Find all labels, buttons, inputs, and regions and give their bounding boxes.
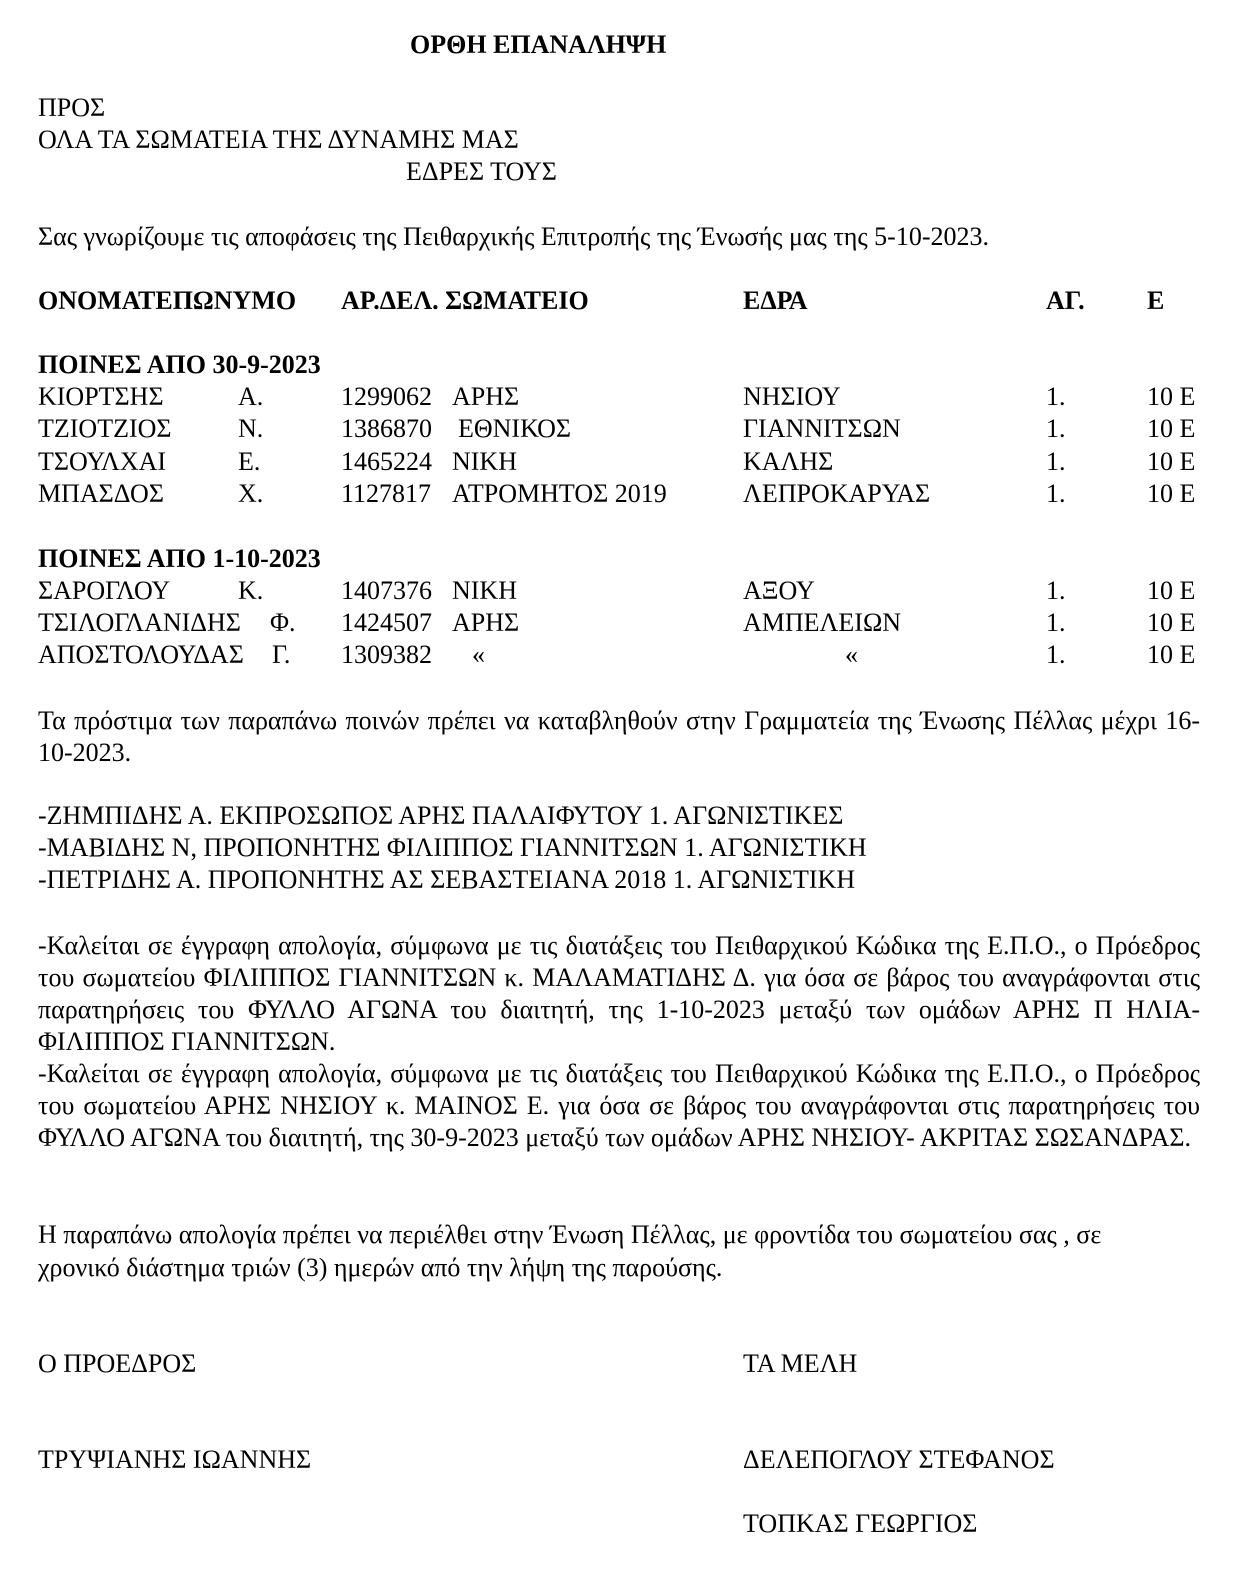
header-seat: ΕΔΡΑ	[743, 286, 808, 315]
row-card: 1465224	[341, 447, 432, 476]
row-club: ΑΡΗΣ	[452, 608, 520, 637]
official-line: -ΠΕΤΡΙΔΗΣ Α. ΠΡΟΠΟΝΗΤΗΣ ΑΣ ΣΕΒΑΣΤΕΙΑΝΑ 2018 1. ΑΓΩΝΙΣΤΙΚΗ	[38, 865, 856, 894]
row-surname: ΣΑΡΟΓΛΟΥ	[38, 576, 171, 605]
row-fine: 10 Ε	[1147, 479, 1196, 508]
recipient-line-2: ΟΛΑ ΤΑ ΣΩΜΑΤΕΙΑ ΤΗΣ ΔΥΝΑΜΗΣ ΜΑΣ	[38, 125, 519, 154]
row-games: 1.	[1046, 382, 1066, 411]
deadline-line-2: χρονικό διάστημα τριών (3) ημερών από την λήψη της παρούσης.	[38, 1253, 723, 1282]
row-card: 1407376	[341, 576, 432, 605]
row-surname: ΜΠΑΣΔΟΣ	[38, 479, 164, 508]
section-heading: ΠΟΙΝΕΣ ΑΠΟ 1-10-2023	[38, 544, 321, 573]
row-seat: ΛΕΠΡΟΚΑΡΥΑΣ	[743, 479, 931, 508]
row-seat: ΓΙΑΝΝΙΤΣΩΝ	[743, 414, 901, 443]
header-fine: Ε	[1147, 286, 1165, 315]
row-fine: 10 Ε	[1147, 447, 1196, 476]
president-label: Ο ΠΡΟΕΔΡΟΣ	[38, 1349, 197, 1378]
official-line: -ΖΗΜΠΙΔΗΣ Α. ΕΚΠΡΟΣΩΠΟΣ ΑΡΗΣ ΠΑΛΑΙΦΥΤΟΥ 1. ΑΓΩΝΙΣΤΙΚΕΣ	[38, 801, 844, 830]
row-seat: «	[845, 640, 858, 669]
deadline-line-1: Η παραπάνω απολογία πρέπει να περιέλθει στην Ένωση Πέλλας, με φροντίδα του σωματείου σας , σε	[38, 1220, 1102, 1249]
intro-text: Σας γνωρίζουμε τις αποφάσεις της Πειθαρχικής Επιτροπής της Ένωσής μας της 5-10-2023.	[38, 222, 989, 251]
row-surname: ΑΠΟΣΤΟΛΟΥΔΑΣ	[38, 640, 244, 669]
member-name: ΔΕΛΕΠΟΓΛΟΥ ΣΤΕΦΑΝΟΣ	[743, 1445, 1055, 1474]
section-heading: ΠΟΙΝΕΣ ΑΠΟ 30-9-2023	[38, 350, 321, 379]
row-fine: 10 Ε	[1147, 608, 1196, 637]
row-surname: ΤΣΙΛΟΓΛΑΝΙΔΗΣ	[38, 608, 241, 637]
row-seat: ΝΗΣΙΟΥ	[743, 382, 841, 411]
row-fine: 10 Ε	[1147, 640, 1196, 669]
row-initial: Φ.	[270, 608, 296, 637]
row-initial: Α.	[238, 382, 264, 411]
row-card: 1127817	[341, 479, 432, 508]
member-name: ΤΟΠΚΑΣ ΓΕΩΡΓΙΟΣ	[743, 1509, 978, 1538]
row-games: 1.	[1046, 608, 1066, 637]
row-surname: ΤΣΟΥΛΧΑΙ	[38, 447, 167, 476]
row-fine: 10 Ε	[1147, 382, 1196, 411]
row-games: 1.	[1046, 640, 1066, 669]
recipient-line-1: ΠΡΟΣ	[38, 93, 106, 122]
row-fine: 10 Ε	[1147, 414, 1196, 443]
row-initial: Ν.	[238, 414, 264, 443]
row-initial: Χ.	[238, 479, 264, 508]
row-club: ΑΡΗΣ	[452, 382, 520, 411]
summons-paragraph: -Καλείται σε έγγραφη απολογία, σύμφωνα με τις διατάξεις του Πειθαρχικού Κώδικα της Ε.Π.Ο., ο Πρόεδρος του σωματείου ΦΙΛΙΠΠΟΣ ΓΙΑΝΝΙΤΣΩΝ κ. ΜΑΛΑΜΑΤΙΔΗΣ Δ. για όσα σε βάρος του αναγράφονται στις παρατηρήσεις του ΦΥΛΛΟ ΑΓΩΝΑ του διαιτητή, της 1-10-2023 μεταξύ των ομάδων ΑΡΗΣ Π ΗΛΙΑ-ΦΙΛΙΠΠΟΣ ΓΙΑΝΝΙΤΣΩΝ.	[38, 931, 1200, 1056]
header-games: ΑΓ.	[1046, 286, 1085, 315]
row-club: ΝΙΚΗ	[452, 447, 517, 476]
row-card: 1299062	[341, 382, 432, 411]
official-line: -ΜΑΒΙΔΗΣ Ν, ΠΡΟΠΟΝΗΤΗΣ ΦΙΛΙΠΠΟΣ ΓΙΑΝΝΙΤΣΩΝ 1. ΑΓΩΝΙΣΤΙΚΗ	[38, 833, 867, 862]
row-club: ΕΘΝΙΚΟΣ	[458, 414, 571, 443]
summons-block	[38, 930, 1200, 1154]
row-surname: ΚΙΟΡΤΣΗΣ	[38, 382, 164, 411]
row-seat: ΑΞΟΥ	[743, 576, 815, 605]
row-games: 1.	[1046, 576, 1066, 605]
row-initial: Κ.	[238, 576, 264, 605]
document-title: ΟΡΘΗ ΕΠΑΝΑΛΗΨΗ	[410, 30, 667, 59]
members-label: ΤΑ ΜΕΛΗ	[743, 1349, 858, 1378]
row-club: ΑΤΡΟΜΗΤΟΣ 2019	[452, 479, 667, 508]
row-games: 1.	[1046, 414, 1066, 443]
row-initial: Ε.	[238, 447, 261, 476]
fines-notice-text: Τα πρόστιμα των παραπάνω ποινών πρέπει να καταβληθούν στην Γραμματεία της Ένωσης Πέλλας μέχρι 16-10-2023.	[38, 706, 1200, 767]
row-club: «	[472, 640, 485, 669]
row-surname: ΤΖΙΟΤΖΙΟΣ	[38, 414, 172, 443]
recipient-line-3: ΕΔΡΕΣ ΤΟΥΣ	[406, 157, 557, 186]
row-club: ΝΙΚΗ	[452, 576, 517, 605]
fines-notice	[38, 705, 1200, 769]
row-card: 1309382	[341, 640, 432, 669]
row-fine: 10 Ε	[1147, 576, 1196, 605]
header-card-club: ΑΡ.ΔΕΛ. ΣΩΜΑΤΕΙΟ	[341, 286, 589, 315]
summons-paragraph: -Καλείται σε έγγραφη απολογία, σύμφωνα με τις διατάξεις του Πειθαρχικού Κώδικα της Ε.Π.Ο., ο Πρόεδρος του σωματείου ΑΡΗΣ ΝΗΣΙΟΥ κ. ΜΑΙΝΟΣ Ε. για όσα σε βάρος του αναγράφονται στις παρατηρήσεις του ΦΥΛΛΟ ΑΓΩΝΑ του διαιτητή, της 30-9-2023 μεταξύ των ομάδων ΑΡΗΣ ΝΗΣΙΟΥ- ΑΚΡΙΤΑΣ ΣΩΣΑΝΔΡΑΣ.	[38, 1059, 1200, 1152]
row-seat: ΚΑΛΗΣ	[743, 447, 834, 476]
president-name: ΤΡΥΨΙΑΝΗΣ ΙΩΑΝΝΗΣ	[38, 1445, 312, 1474]
row-seat: ΑΜΠΕΛΕΙΩΝ	[743, 608, 902, 637]
header-name: ΟΝΟΜΑΤΕΠΩΝΥΜΟ	[38, 286, 297, 315]
row-card: 1386870	[341, 414, 432, 443]
row-initial: Γ.	[272, 640, 291, 669]
row-card: 1424507	[341, 608, 432, 637]
row-games: 1.	[1046, 479, 1066, 508]
row-games: 1.	[1046, 447, 1066, 476]
